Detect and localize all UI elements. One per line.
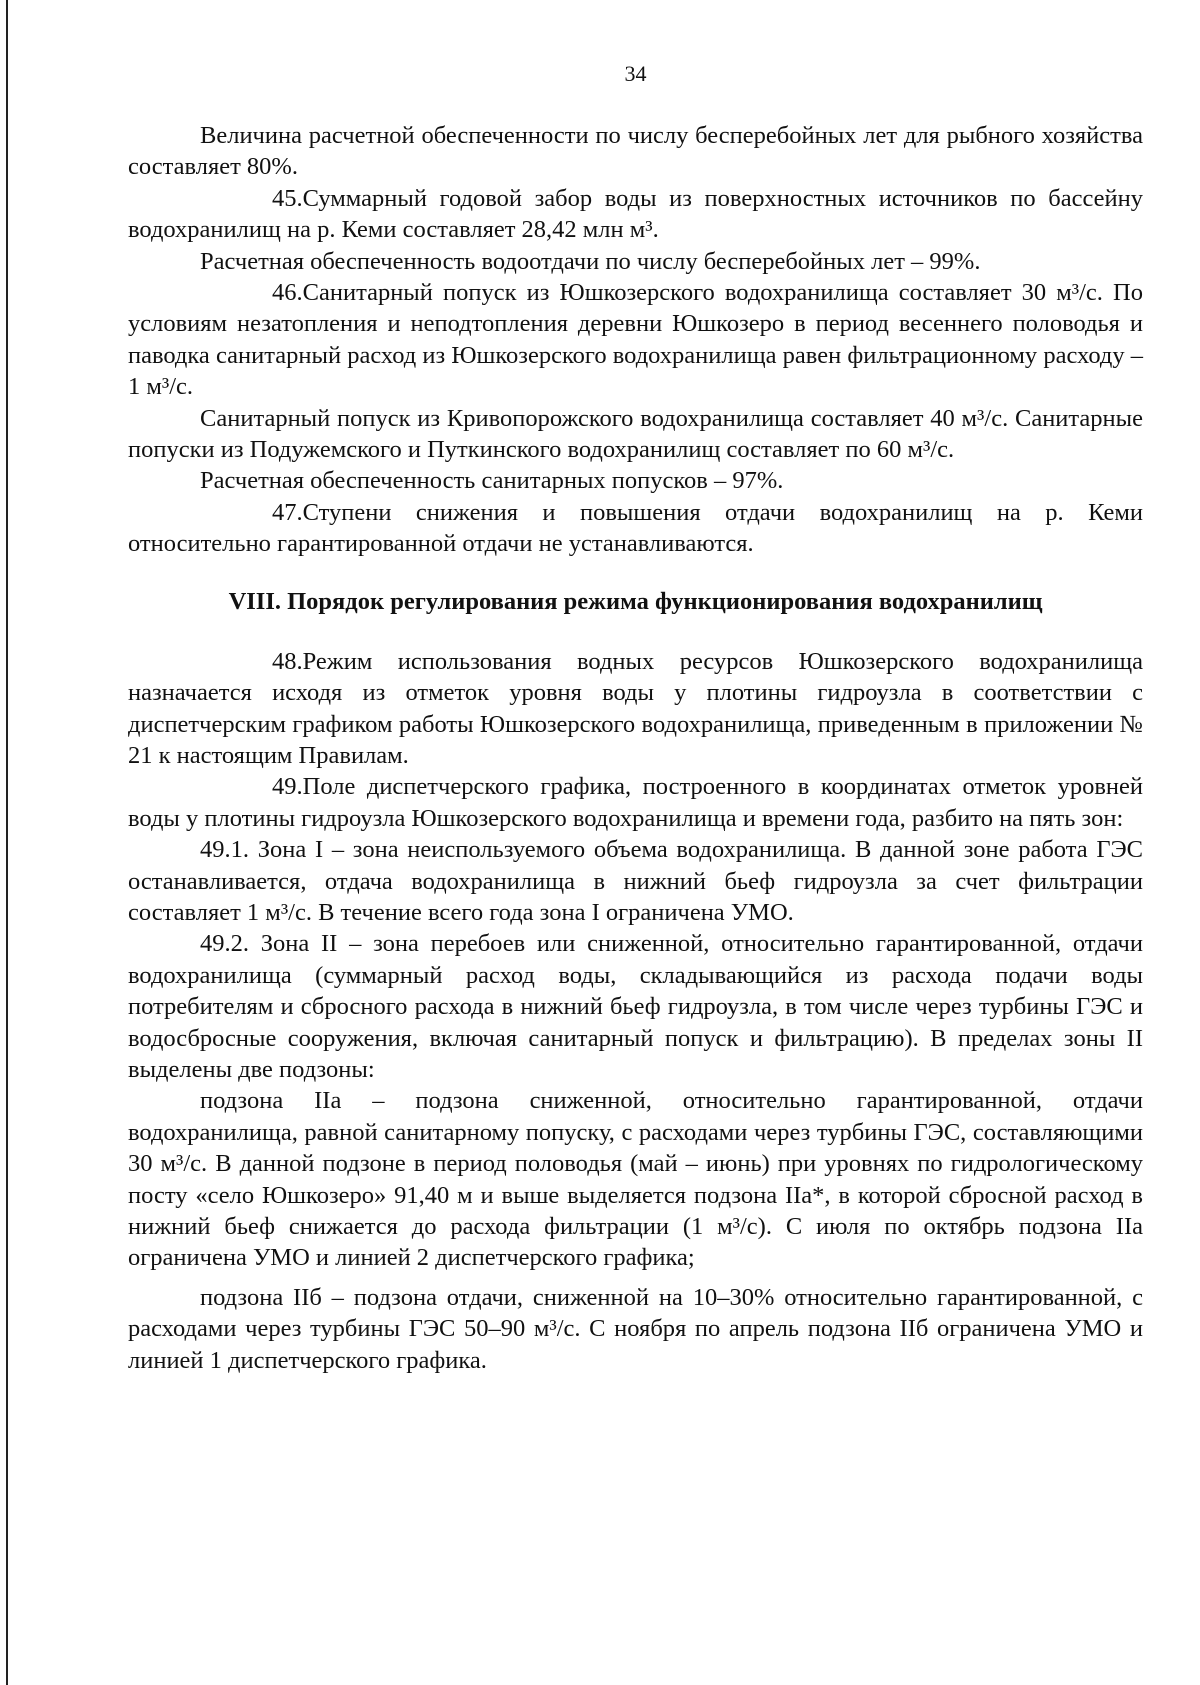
scan-edge-line <box>6 0 8 1685</box>
paragraph-subzone-2a <box>128 1085 1143 1273</box>
bottom-paragraphs <box>128 646 1143 1376</box>
paragraph-47 <box>128 497 1143 560</box>
paragraph-text: 49.1. Зона I – зона неиспользуемого объема водохранилища. В данной зоне работа ГЭС останавливается, отдача водохранилища в нижний бьеф гидроузла за счет фильтрации составляет 1 м³/с. В течение всего года зона I ограничена УМО. <box>128 836 1143 926</box>
paragraph-number: 48. <box>272 647 303 675</box>
document-page <box>128 58 1143 1376</box>
paragraph-sanitary-reliability <box>128 465 1143 496</box>
paragraph-text: Санитарный попуск из Юшкозерского водохранилища составляет 30 м³/с. По условиям незатопления и неподтопления деревни Юшкозеро в период весеннего половодья и паводка санитарный расход из Юшкозерского водохранилища равен фильтрационному расходу – 1 м³/с. <box>128 279 1143 401</box>
paragraph-fishery-reliability <box>128 120 1143 183</box>
paragraph-subzone-2b <box>128 1282 1143 1376</box>
paragraph-text: Расчетная обеспеченность водоотдачи по числу бесперебойных лет – 99%. <box>200 247 981 275</box>
paragraph-text: Расчетная обеспеченность санитарных попусков – 97%. <box>200 467 784 495</box>
paragraph-48 <box>128 646 1143 772</box>
paragraph-sanitary-releases <box>128 403 1143 466</box>
paragraph-text: подзона IIб – подзона отдачи, сниженной на 10–30% относительно гарантированной, с расходами через турбины ГЭС 50–90 м³/с. С ноября по апрель подзона IIб ограничена УМО и линией 1 диспетчерского графика. <box>128 1283 1143 1374</box>
paragraph-water-reliability <box>128 246 1143 277</box>
paragraph-text: подзона IIа – подзона сниженной, относительно гарантированной, отдачи водохранилища, равной санитарному попуску, с расходами через турбины ГЭС, составляющими 30 м³/с. В данной подзоне в период половодья (май – июнь) при уровнях по гидрологическому посту «село Юшкозеро» 91,40 м и выше выделяется подзона IIа*, в которой сбросной расход в нижний бьеф снижается до расхода фильтрации (1 м³/с). С июля по октябрь подзона IIа ограничена УМО и линией 2 диспетчерского графика; <box>128 1087 1143 1272</box>
paragraph-text: Санитарный попуск из Кривопорожского водохранилища составляет 40 м³/с. Санитарные попуски из Подужемского и Путкинского водохранилищ составляет по 60 м³/с. <box>128 404 1143 464</box>
paragraph-49-1 <box>128 834 1143 928</box>
section-heading: VIII. Порядок регулирования режима функционирования водохранилищ <box>228 587 1043 615</box>
paragraph-46 <box>128 277 1143 403</box>
spacer <box>128 1274 1143 1282</box>
paragraph-text: 49.2. Зона II – зона перебоев или сниженной, относительно гарантированной, отдачи водохранилища (суммарный расход воды, складывающийся из расхода подачи воды потребителям и сбросного расхода в нижний бьеф гидроузла, в том числе через турбины ГЭС и водосбросные сооружения, включая санитарный попуск и фильтрацию). В пределах зоны II выделены две подзоны: <box>128 930 1143 1083</box>
paragraph-text: Поле диспетчерского графика, построенного в координатах отметок уровней воды у плотины гидроузла Юшкозерского водохранилища и времени года, разбито на пять зон: <box>128 773 1143 832</box>
paragraph-number: 49. <box>272 773 303 801</box>
paragraph-number: 45. <box>272 184 303 212</box>
paragraph-45 <box>128 183 1143 246</box>
paragraph-text: Суммарный годовой забор воды из поверхностных источников по бассейну водохранилищ на р. Кеми составляет 28,42 млн м³. <box>128 184 1143 244</box>
paragraph-49-2 <box>128 928 1143 1085</box>
paragraph-text: Величина расчетной обеспеченности по числу бесперебойных лет для рыбного хозяйства составляет 80%. <box>128 122 1143 181</box>
paragraph-text: Ступени снижения и повышения отдачи водохранилищ на р. Кеми относительно гарантированной отдачи не устанавливаются. <box>128 498 1143 558</box>
top-paragraphs <box>128 120 1143 560</box>
paragraph-text: Режим использования водных ресурсов Юшкозерского водохранилища назначается исходя из отметок уровня воды у плотины гидроузла в соответствии с диспетчерским графиком работы Юшкозерского водохранилища, приведенным в приложении № 21 к настоящим Правилам. <box>128 647 1143 769</box>
paragraph-49 <box>128 771 1143 834</box>
paragraph-number: 46. <box>272 279 303 307</box>
page-number: 34 <box>624 61 647 86</box>
paragraph-number: 47. <box>272 498 303 526</box>
